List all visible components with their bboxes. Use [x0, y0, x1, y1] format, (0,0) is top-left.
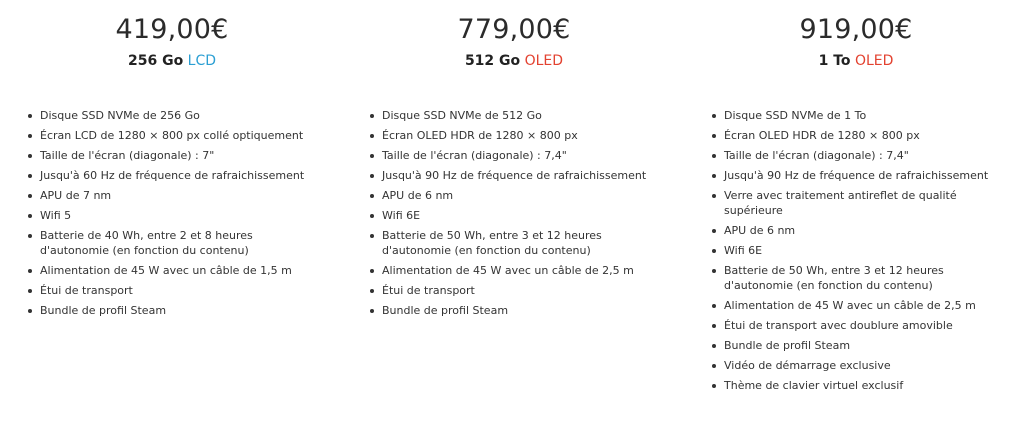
feature-list — [368, 108, 658, 323]
feature-item: Verre avec traitement antireflet de qualité supérieure — [710, 188, 1000, 218]
feature-item: Wifi 6E — [368, 208, 658, 223]
plan-variant — [726, 53, 986, 69]
plan-screen-type: OLED — [854, 53, 894, 69]
feature-item: Étui de transport avec doublure amovible — [710, 318, 1000, 333]
feature-item: Batterie de 50 Wh, entre 3 et 12 heures d'autonomie (en fonction du contenu) — [368, 228, 658, 258]
feature-item: Alimentation de 45 W avec un câble de 2,5 m — [368, 263, 658, 278]
feature-item: Batterie de 40 Wh, entre 2 et 8 heures d'autonomie (en fonction du contenu) — [26, 228, 316, 258]
feature-item: Taille de l'écran (diagonale) : 7,4" — [710, 148, 1000, 163]
feature-item: Jusqu'à 90 Hz de fréquence de rafraichissement — [710, 168, 1000, 183]
feature-item: Jusqu'à 60 Hz de fréquence de rafraichissement — [26, 168, 316, 183]
feature-item: APU de 6 nm — [368, 188, 658, 203]
plan-variant — [384, 53, 644, 69]
feature-list — [710, 108, 1000, 398]
feature-item: Batterie de 50 Wh, entre 3 et 12 heures d'autonomie (en fonction du contenu) — [710, 263, 1000, 293]
plan-storage: 1 To — [818, 53, 851, 69]
feature-item: Wifi 5 — [26, 208, 316, 223]
plan-price: 919,00€ — [799, 14, 913, 45]
plan-price: 419,00€ — [115, 14, 229, 45]
feature-item: Taille de l'écran (diagonale) : 7,4" — [368, 148, 658, 163]
plan-screen-type: OLED — [524, 53, 564, 69]
feature-item: Écran LCD de 1280 × 800 px collé optiquement — [26, 128, 316, 143]
feature-item: APU de 7 nm — [26, 188, 316, 203]
feature-list — [26, 108, 316, 323]
feature-item: Écran OLED HDR de 1280 × 800 px — [710, 128, 1000, 143]
feature-item: Écran OLED HDR de 1280 × 800 px — [368, 128, 658, 143]
plan-price: 779,00€ — [457, 14, 571, 45]
feature-item: Alimentation de 45 W avec un câble de 1,5 m — [26, 263, 316, 278]
feature-item: Bundle de profil Steam — [710, 338, 1000, 353]
feature-item: Vidéo de démarrage exclusive — [710, 358, 1000, 373]
feature-item: Bundle de profil Steam — [368, 303, 658, 318]
feature-item: Thème de clavier virtuel exclusif — [710, 378, 1000, 393]
feature-item: Disque SSD NVMe de 1 To — [710, 108, 1000, 123]
feature-item: Étui de transport — [26, 283, 316, 298]
feature-item: Disque SSD NVMe de 512 Go — [368, 108, 658, 123]
feature-item: Taille de l'écran (diagonale) : 7" — [26, 148, 316, 163]
feature-item: Alimentation de 45 W avec un câble de 2,5 m — [710, 298, 1000, 313]
feature-item: Disque SSD NVMe de 256 Go — [26, 108, 316, 123]
feature-item: Bundle de profil Steam — [26, 303, 316, 318]
feature-item: Jusqu'à 90 Hz de fréquence de rafraichissement — [368, 168, 658, 183]
feature-item: Étui de transport — [368, 283, 658, 298]
plan-screen-type: LCD — [187, 53, 217, 69]
feature-item: Wifi 6E — [710, 243, 1000, 258]
plan-storage: 256 Go — [127, 53, 184, 69]
plan-variant — [42, 53, 302, 69]
plan-storage: 512 Go — [464, 53, 521, 69]
feature-item: APU de 6 nm — [710, 223, 1000, 238]
